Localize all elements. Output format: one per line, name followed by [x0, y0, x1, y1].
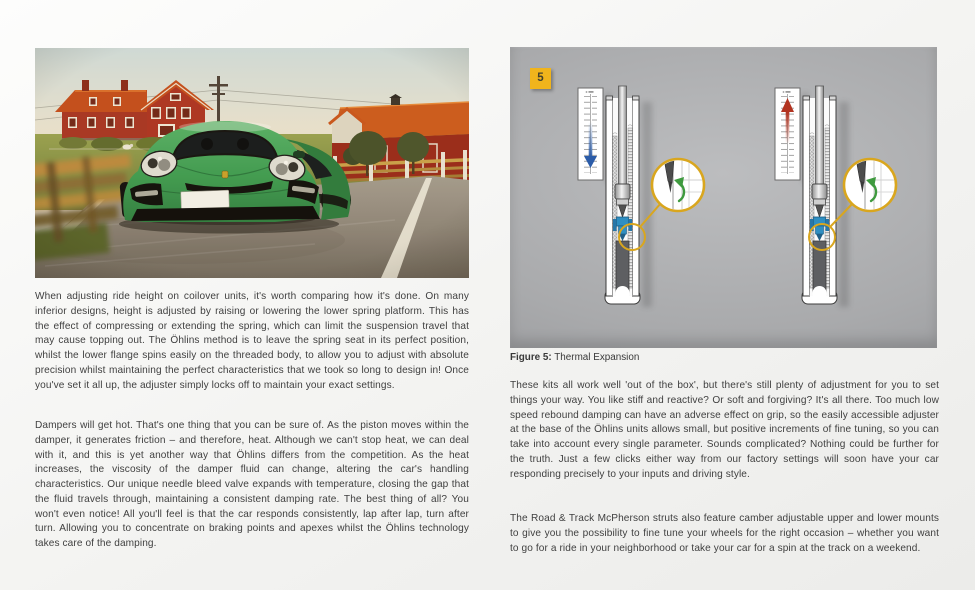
damper-cold-unit — [578, 86, 704, 304]
figure-caption-label: Figure 5: — [510, 352, 552, 363]
figure-caption-text: Thermal Expansion — [551, 352, 640, 363]
thermal-expansion-diagram — [510, 47, 937, 348]
magnifier-lens-right — [844, 159, 896, 211]
right-paragraph-1: These kits all work well 'out of the box', but there's still plenty of adjustment for you to set things your way. You like stiff and reactive? Or soft and forgiving? It's all there. Too much low speed rebound damping can have an adverse effect on grip, so the easily accessible adjuster at the base of the Öhlins units allows small, but positive increments of fine tuning, so you can take into account every single parameter. Sounds complicated? Nothing could be further for the truth. Just a few clicks either way from our factory settings will soon have your car responding precisely to your inputs and driving style. — [510, 380, 939, 480]
damper-cutaway-right — [802, 86, 837, 304]
magnifier-lens-left — [652, 159, 704, 211]
left-paragraph-1: When adjusting ride height on coilover units, it's worth comparing how it's done. On many inferior designs, height is adjusted by raising or lowering the lower spring platform. This has the effect of compressing or extending the spring, which can limit the suspension travel that may cause topping out. The Öhlins method is to leave the spring seat in its perfect position, whilst the lower flange spins easily on the threaded body, to allow you to adjust with absolute precision whilst maintaining the perfect characteristics that we took so long to design in! Once you've set it all up, the adjuster simply locks off to maintain your exact settings. — [35, 291, 469, 391]
figure-number-badge: 5 — [530, 68, 551, 89]
figure-caption — [510, 352, 639, 363]
damper-cutaway-left — [605, 86, 640, 304]
damper-hot-unit — [775, 86, 896, 304]
car-photo-illustration — [35, 48, 469, 278]
left-paragraph-2: Dampers will get hot. That's one thing that you can be sure of. As the piston moves within the damper, it generates friction – and therefore, heat. Although we can't stop heat, we can deal with it, and this is yet another way that Öhlins differs from the competition. As the heat increases, the viscosity of the damper fluid can change, altering the car's handling characteristics. Our unique needle bleed valve expands with temperature, closing the gap that the fluid travels through, maintaining a consistent damping rate. The best thing of all? You won't even notice! All you'll feel is that the car responds consistently, lap after lap, turn after turn. Allowing you to concentrate on braking points and apexes whilst the Öhlins technology takes care of the damping. — [35, 420, 469, 549]
car-photo — [35, 48, 469, 278]
right-paragraph-2: The Road & Track McPherson struts also feature camber adjustable upper and lower mounts to give you the possibility to fine tune your wheels for the right occasion – whether you want to go for a ride in your neighborhood or take your car for a spin at the track on a weekend. — [510, 513, 939, 554]
figure-5-panel — [510, 47, 937, 348]
